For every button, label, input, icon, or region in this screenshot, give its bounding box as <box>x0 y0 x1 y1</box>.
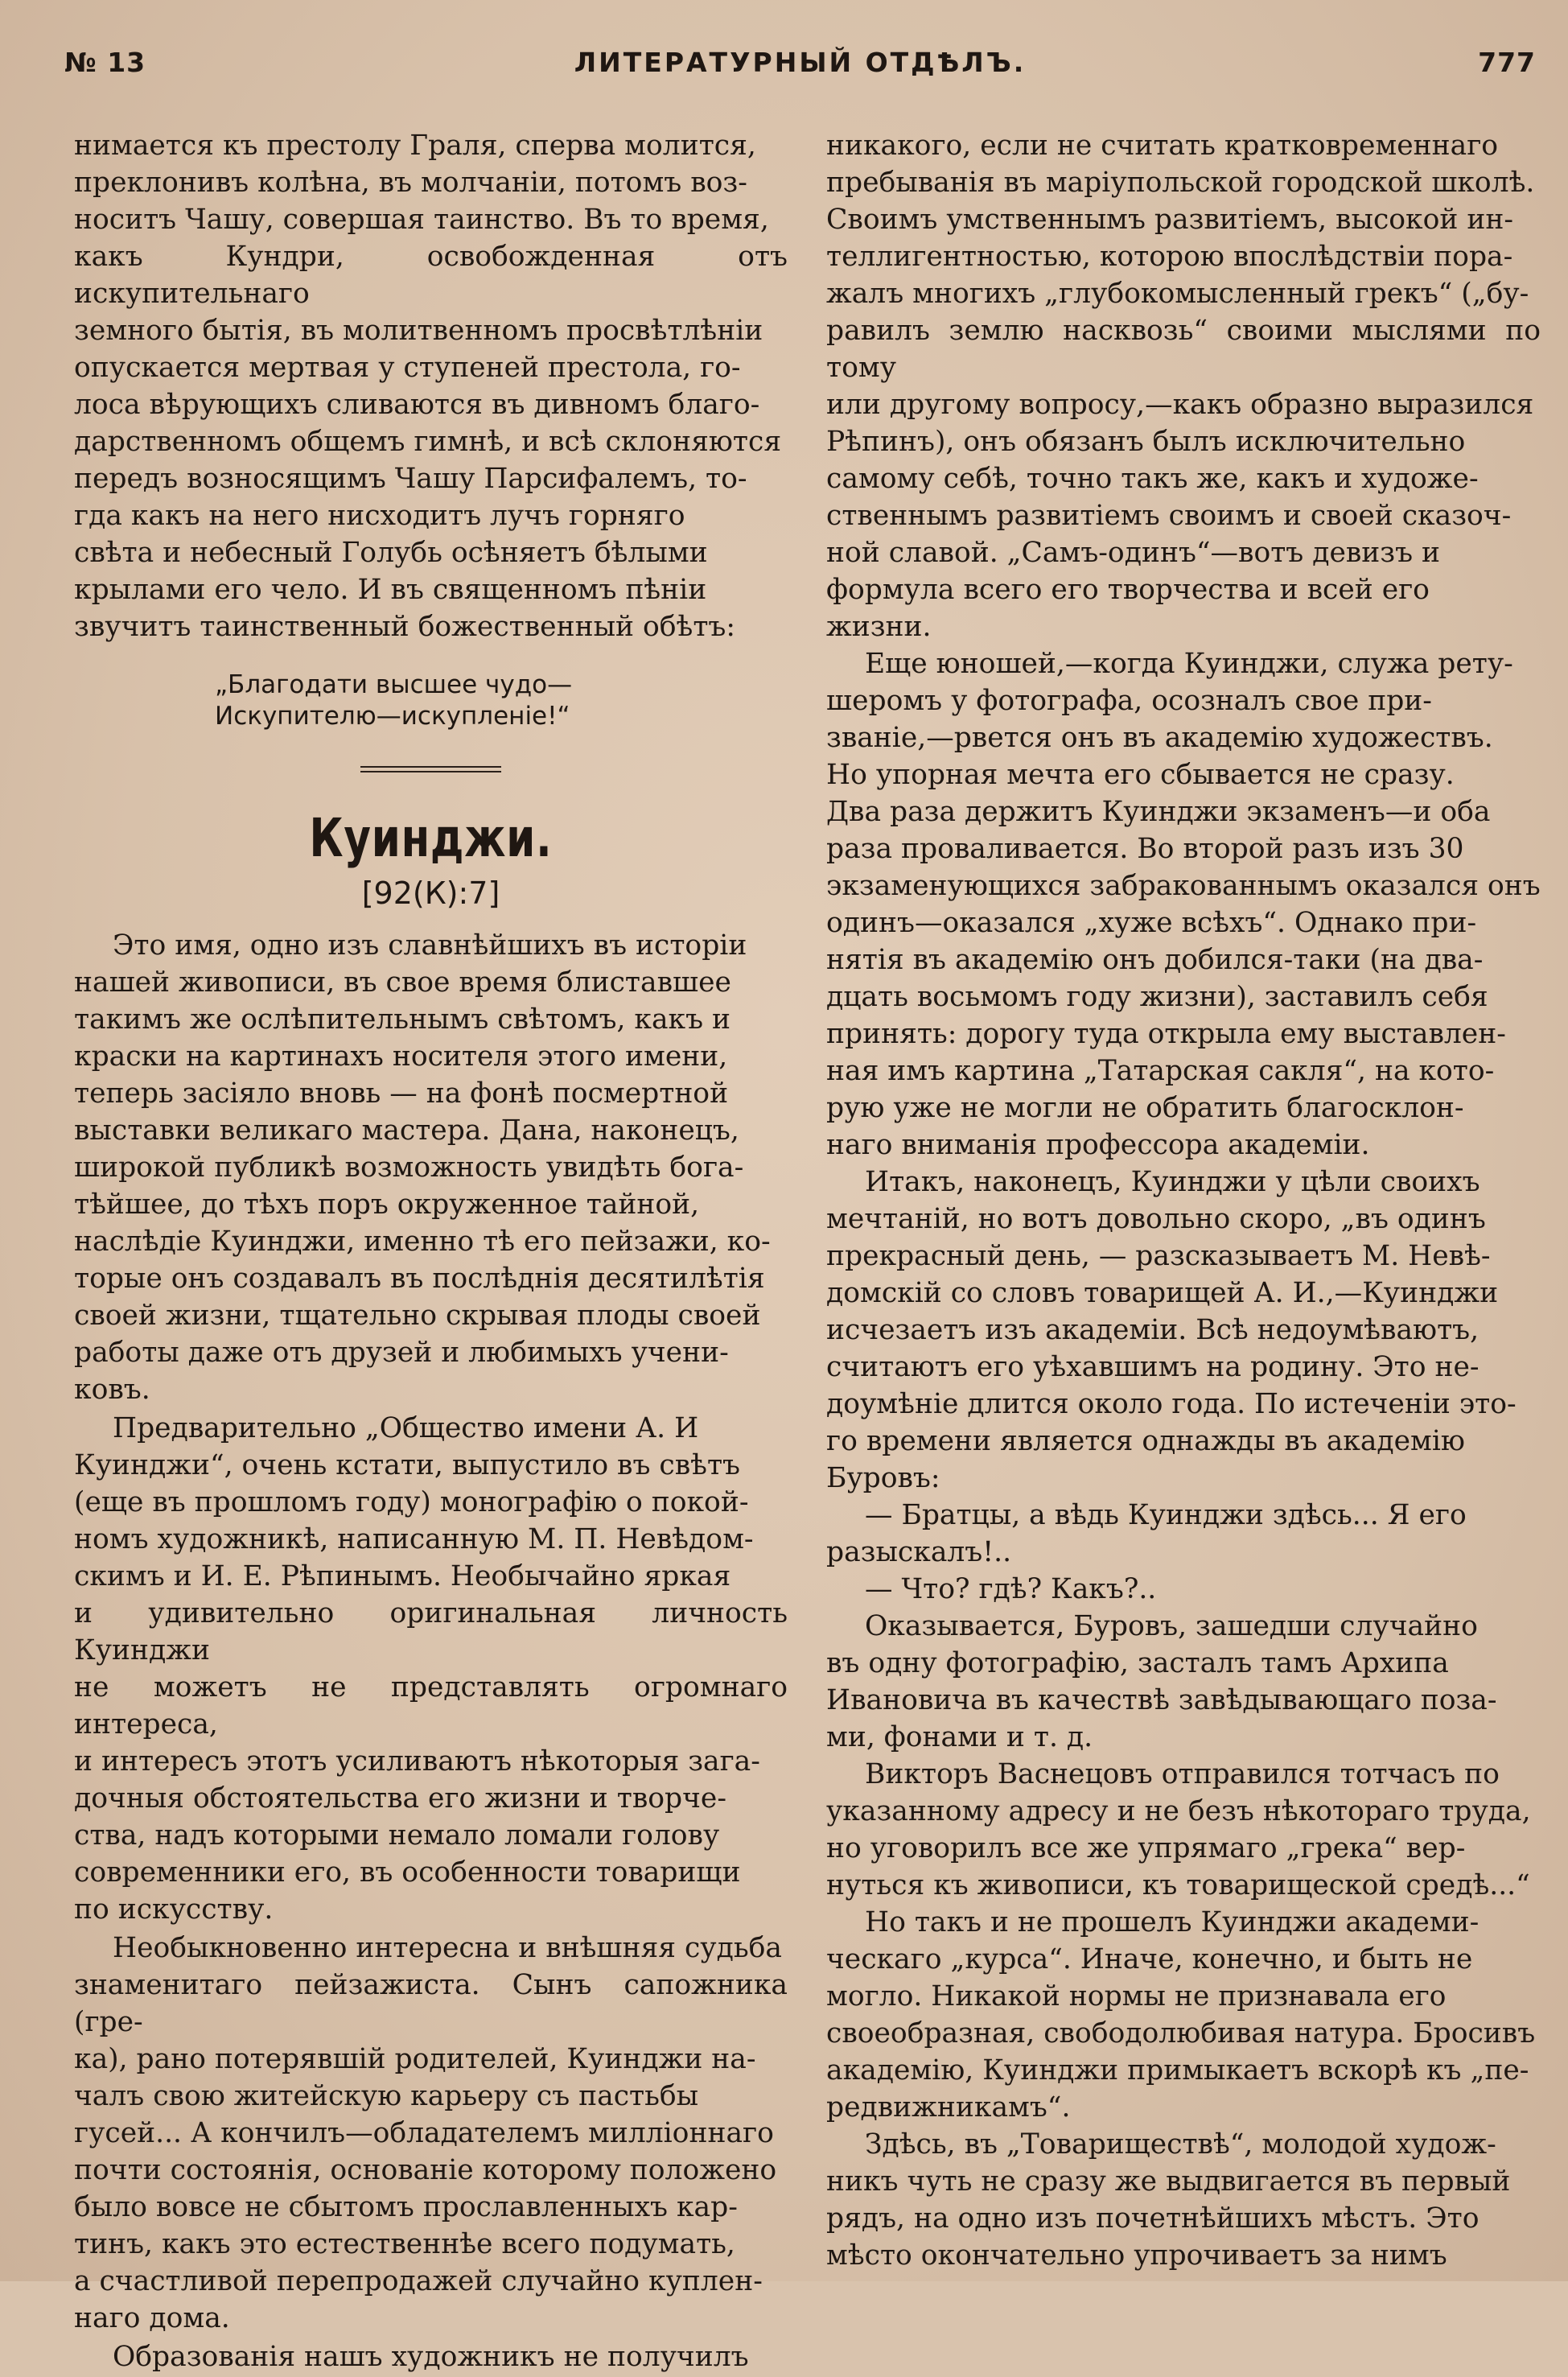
paragraph: нимается къ престолу Граля, сперва молится, преклонивъ колѣна, въ молчаніи, потомъ воз- носитъ Чашу, совершая таинство. Въ то время, какъ Кундри, освобожденная отъ искупительнаго земного бытія, въ молитвенномъ просвѣтлѣніи опускается мертвая у ступеней престола, го- лоса вѣрующихъ сливаются въ дивномъ благо- дарственномъ общемъ гимнѣ, и всѣ склоняются передъ возносящимъ Чашу Парсифалемъ, то- гда какъ на него нисходитъ лучъ горняго свѣта и небесный Голубь осѣняетъ бѣлыми крылами его чело. И въ священномъ пѣніи звучитъ таинственный божественный обѣтъ: <box>74 130 788 643</box>
paragraph: Образованія нашъ художникъ не получилъ <box>113 2341 749 2373</box>
paragraph: — Братцы, а вѣдь Куинджи здѣсь... Я его разыскалъ!.. <box>826 1499 1467 1568</box>
paragraph: — Что? гдѣ? Какъ?.. <box>865 1573 1157 1605</box>
paragraph: Еще юношей,—когда Куинджи, служа рету- шеромъ у фотографа, осозналъ свое при- званіе,—рвется онъ въ академію художествъ. Но упорная мечта его сбывается не сразу. Два раза держитъ Куинджи экзаменъ—и оба раза проваливается. Во второй разъ изъ 30 экзаменующихся забракованнымъ оказался онъ одинъ—оказался „хуже всѣхъ“. Однако при- нятія въ академію онъ добился-таки (на два- дцать восьмомъ году жизни), заставилъ себя принять: дорогу туда открыла ему выставлен- ная имъ картина „Татарская сакля“, на кото- рую уже не могли не обратить благосклон- наго вниманія профессора академіи. <box>826 648 1541 1161</box>
paragraph: Итакъ, наконецъ, Куинджи у цѣли своихъ мечтаній, но вотъ довольно скоро, „въ одинъ прекрасный день, — разсказываетъ М. Невѣ- домскій со словъ товарищей А. И.,—Куинджи исчезаетъ изъ академіи. Всѣ недоумѣваютъ, считаютъ его уѣхавшимъ на родину. Это не- доумѣніе длится около года. По истеченіи это- го времени является однажды въ академію Буровъ: <box>826 1166 1517 1494</box>
paragraph: Необыкновенно интересна и внѣшняя судьба знаменитаго пейзажиста. Сынъ сапожника (гре- ка), рано потерявшій родителей, Куинджи на- чалъ свою житейскую карьеру съ пастьбы гусей... А кончилъ—обладателемъ милліоннаго почти состоянія, основаніе которому положено было вовсе не сбытомъ прославленныхъ кар- тинъ, какъ это естественнѣе всего подумать, а счастливой перепродажей случайно куплен- наго дома. <box>74 1932 788 2334</box>
left-column <box>74 127 788 2377</box>
paragraph: Предварительно „Общество имени А. И Куинджи“, очень кстати, выпустило въ свѣтъ (еще въ прошломъ году) монографію о покой- номъ художникѣ, написанную М. П. Невѣдом- скимъ и И. Е. Рѣпинымъ. Необычайно яркая и удивительно оригинальная личность Куинджи не можетъ не представлять огромнаго интереса, и интересъ этотъ усиливаютъ нѣкоторыя зага- дочныя обстоятельства его жизни и творче- ства, надъ которыми немало ломали голову современники его, въ особенности товарищи по искусству. <box>74 1412 788 1926</box>
page-number: 777 <box>1478 47 1536 78</box>
paragraph: никакого, если не считать кратковременнаго пребыванія въ маріупольской городской школѣ. Своимъ умственнымъ развитіемъ, высокой ин- теллигентностью, которою впослѣдствіи пора- жалъ многихъ „глубокомысленный грекъ“ („бу- равилъ землю насквозь“ своими мыслями по тому или другому вопросу,—какъ образно выразился Рѣпинъ), онъ обязанъ былъ исключительно самому себѣ, точно такъ же, какъ и художе- ственнымъ развитіемъ своимъ и своей сказоч- ной славой. „Самъ-одинъ“—вотъ девизъ и формула всего его творчества и всей его жизни. <box>826 130 1541 643</box>
paragraph: Викторъ Васнецовъ отправился тотчасъ по указанному адресу и не безъ нѣкотораго труда, но уговорилъ все же упрямаго „грека“ вер- нуться къ живописи, къ товарищеской средѣ...“ <box>826 1758 1531 1901</box>
section-heading: ЛИТЕРАТУРНЫЙ ОТДѢЛЪ. <box>574 47 1027 78</box>
right-column <box>826 127 1541 2274</box>
paragraph: Оказывается, Буровъ, зашедши случайно въ одну фотографію, засталъ тамъ Архипа Ивановича въ качествѣ завѣдывающаго поза- ми, фонами и т. д. <box>826 1610 1497 1753</box>
paragraph: Но такъ и не прошелъ Куинджи академи- ческаго „курса“. Иначе, конечно, и быть не могло. Никакой нормы не признавала его своеобразная, свободолюбивая натура. Бросивъ академію, Куинджи примыкаетъ вскорѣ къ „пе- редвижникамъ“. <box>826 1906 1536 2124</box>
classification-code: [92(К):7] <box>361 875 500 911</box>
paragraph: Это имя, одно изъ славнѣйшихъ въ исторіи нашей живописи, въ свое время блиставшее такимъ же ослѣпительнымъ свѣтомъ, какъ и краски на картинахъ носителя этого имени, теперь засіяло вновь — на фонѣ посмертной выставки великаго мастера. Дана, наконецъ, широкой публикѣ возможность увидѣть бога- тѣйшее, до тѣхъ поръ окруженное тайной, наслѣдіе Куинджи, именно тѣ его пейзажи, ко- торые онъ создавалъ въ послѣднія десятилѣтія своей жизни, тщательно скрывая плоды своей работы даже отъ друзей и любимыхъ учени- ковъ. <box>74 929 771 1406</box>
article-title: Куинджи. <box>309 807 553 869</box>
running-header <box>64 39 1536 87</box>
paragraph: Здѣсь, въ „Товариществѣ“, молодой худож- никъ чуть не сразу же выдвигается въ первый рядъ, на одно изъ почетнѣйшихъ мѣстъ. Это мѣсто окончательно упрочиваетъ за нимъ <box>826 2128 1511 2272</box>
poem-quote: „Благодати высшее чудо— Искупителю—искупленіе!“ <box>215 670 573 731</box>
issue-number: № 13 <box>64 47 146 78</box>
section-divider <box>360 766 501 772</box>
